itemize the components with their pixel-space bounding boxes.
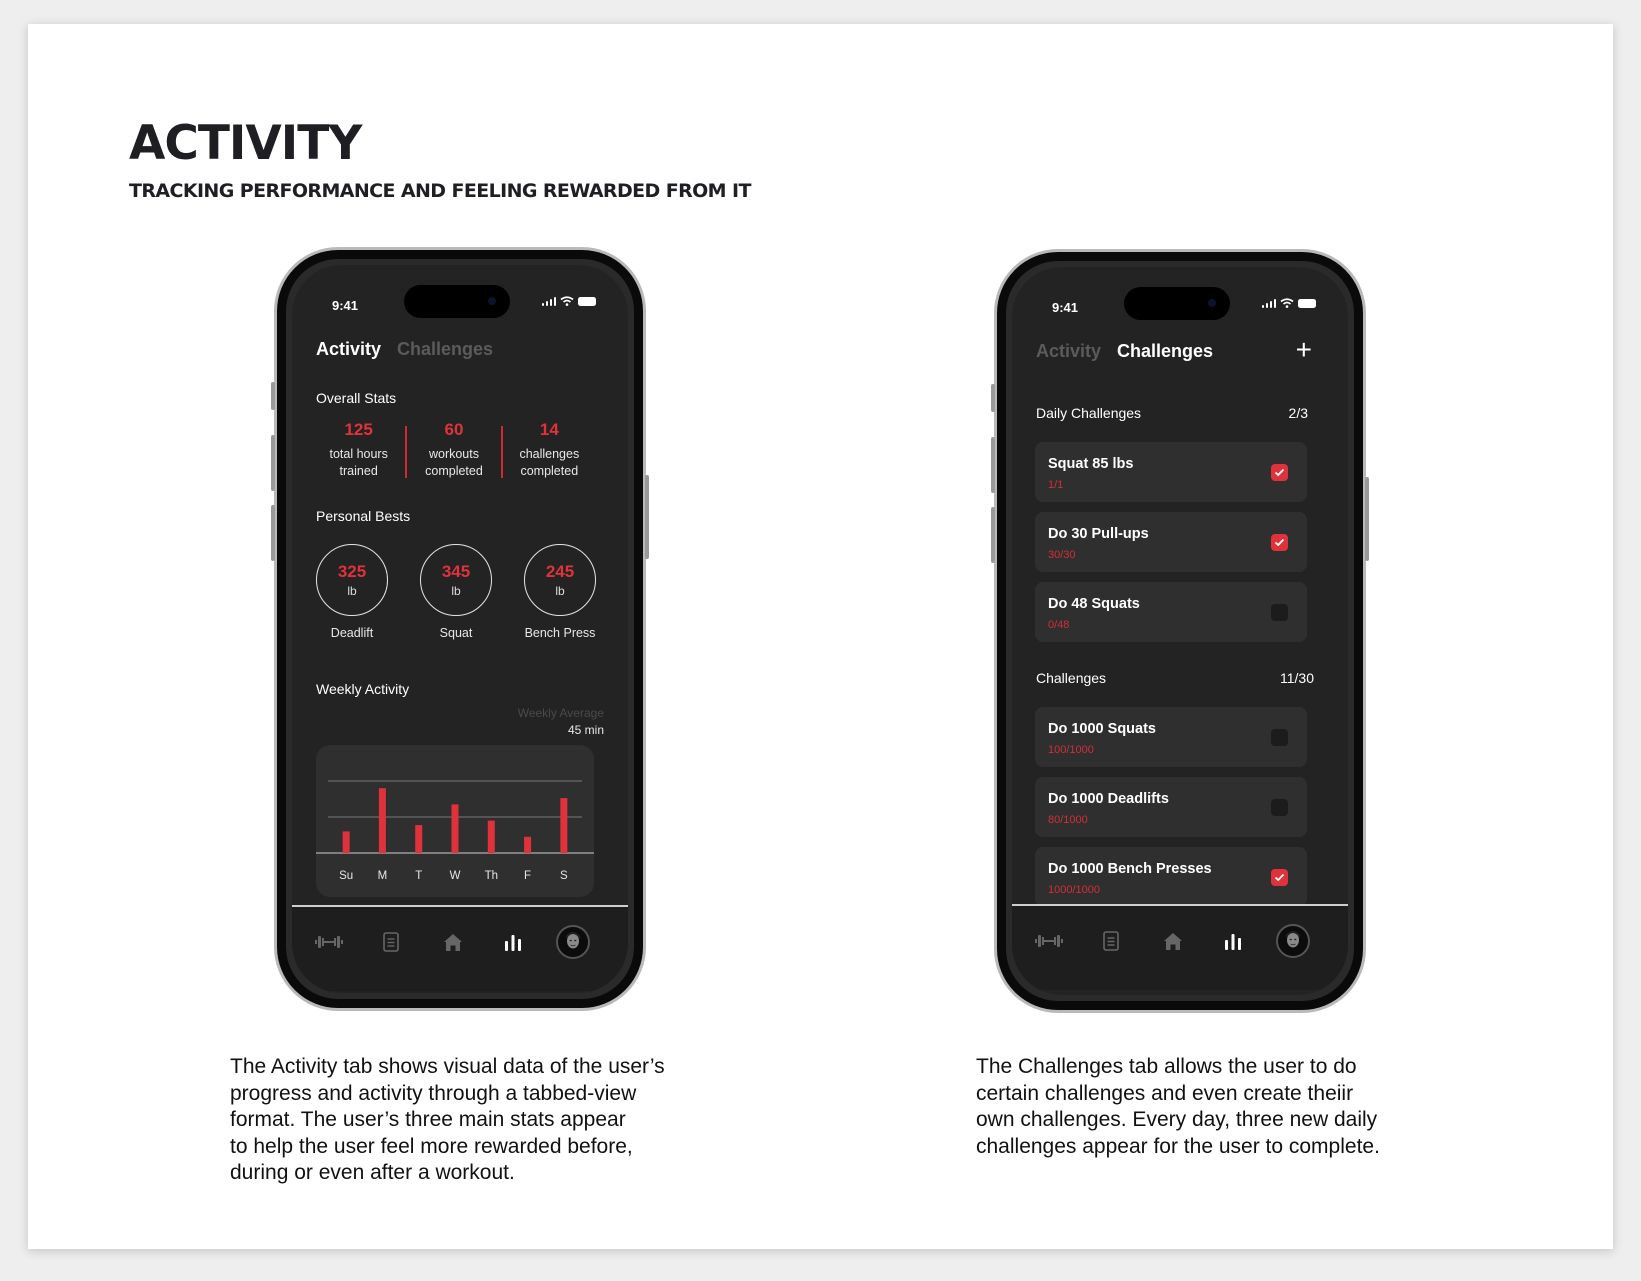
camera-dot bbox=[1208, 299, 1216, 307]
nav-notes[interactable] bbox=[366, 917, 416, 967]
challenges-phone bbox=[994, 249, 1366, 1013]
nav-workouts[interactable] bbox=[304, 917, 354, 967]
home-icon bbox=[443, 933, 463, 952]
x-tick-label: F bbox=[524, 870, 532, 882]
page-subtitle: TRACKING PERFORMANCE AND FEELING REWARDED FROM IT bbox=[129, 180, 751, 202]
challenges-header bbox=[1036, 670, 1314, 686]
weekly-activity-label: Weekly Activity bbox=[316, 681, 410, 697]
phone-side-button bbox=[991, 384, 995, 412]
dynamic-island bbox=[1124, 287, 1230, 320]
challenge-card[interactable] bbox=[1035, 707, 1307, 767]
nav-activity[interactable] bbox=[488, 917, 538, 967]
bar-T bbox=[415, 825, 422, 853]
x-tick-label: Th bbox=[484, 870, 498, 882]
pb-unit: lb bbox=[347, 584, 357, 598]
tab-bar bbox=[1036, 341, 1213, 362]
status-icons bbox=[542, 296, 597, 306]
challenge-progress: 30/30 bbox=[1048, 549, 1076, 561]
challenge-progress: 100/1000 bbox=[1048, 744, 1094, 756]
bar-Th bbox=[488, 821, 495, 853]
stat-challenges bbox=[503, 420, 596, 480]
stat-label: total hours trained bbox=[329, 447, 388, 478]
phone-volume-down bbox=[991, 507, 995, 563]
bar-Su bbox=[343, 831, 350, 853]
tab-bar bbox=[316, 339, 493, 360]
bar-W bbox=[452, 804, 459, 853]
pb-circle bbox=[524, 544, 596, 616]
stat-label: challenges completed bbox=[519, 447, 580, 478]
notes-icon bbox=[383, 932, 399, 952]
caption-line: progress and activity through a tabbed-view bbox=[230, 1081, 637, 1105]
daily-challenges-count: 2/3 bbox=[1288, 405, 1308, 421]
tab-activity[interactable]: Activity bbox=[316, 339, 382, 359]
status-icons bbox=[1262, 298, 1317, 308]
signal-icon bbox=[1262, 298, 1277, 308]
caption-line: own challenges. Every day, three new daily bbox=[976, 1108, 1378, 1131]
nav-notes[interactable] bbox=[1086, 916, 1136, 966]
challenge-progress: 1/1 bbox=[1048, 479, 1064, 491]
bar-F bbox=[524, 837, 531, 853]
battery-icon bbox=[578, 297, 596, 306]
check-icon bbox=[1274, 538, 1285, 547]
overall-stats bbox=[312, 420, 596, 480]
challenge-card[interactable] bbox=[1035, 847, 1307, 907]
challenge-title: Do 1000 Squats bbox=[1048, 721, 1156, 737]
challenge-title: Do 48 Squats bbox=[1048, 596, 1140, 612]
wifi-icon bbox=[560, 296, 574, 306]
pb-unit: lb bbox=[555, 584, 565, 598]
challenge-checkbox[interactable] bbox=[1271, 464, 1288, 481]
caption-line: The Activity tab shows visual data of the user’s bbox=[230, 1055, 665, 1078]
phone-volume-down bbox=[271, 505, 275, 561]
x-tick-label: T bbox=[415, 870, 423, 882]
challenge-title: Do 1000 Deadlifts bbox=[1048, 791, 1169, 807]
nav-workouts[interactable] bbox=[1024, 916, 1074, 966]
nav-profile[interactable] bbox=[548, 917, 598, 967]
pb-name: Squat bbox=[439, 626, 473, 640]
pb-circle bbox=[316, 544, 388, 616]
signal-icon bbox=[542, 296, 557, 306]
nav-home[interactable] bbox=[428, 917, 478, 967]
bar-chart-icon bbox=[504, 933, 522, 951]
caption-line: format. The user’s three main stats appear bbox=[230, 1108, 626, 1131]
challenge-progress: 80/1000 bbox=[1048, 814, 1088, 826]
weekly-activity-chart bbox=[316, 745, 594, 897]
stat-label: workouts completed bbox=[425, 447, 483, 478]
stat-value: 14 bbox=[539, 420, 559, 439]
check-icon bbox=[1274, 873, 1285, 882]
weekly-average bbox=[518, 705, 604, 739]
challenges-count: 11/30 bbox=[1280, 670, 1314, 686]
dumbbell-icon bbox=[314, 933, 344, 951]
activity-caption bbox=[230, 1054, 665, 1187]
nav-home[interactable] bbox=[1148, 916, 1198, 966]
tab-activity[interactable]: Activity bbox=[1036, 341, 1102, 361]
challenge-card[interactable] bbox=[1035, 442, 1307, 502]
activity-phone bbox=[274, 247, 646, 1011]
pb-name: Bench Press bbox=[524, 626, 596, 640]
caption-line: challenges appear for the user to complete. bbox=[976, 1134, 1380, 1158]
dumbbell-icon bbox=[1034, 932, 1064, 950]
challenge-checkbox[interactable] bbox=[1271, 869, 1288, 886]
phone-volume-up bbox=[991, 437, 995, 493]
challenge-card[interactable] bbox=[1035, 512, 1307, 572]
pb-squat[interactable] bbox=[420, 544, 492, 640]
stat-value: 60 bbox=[444, 420, 464, 439]
bottom-nav bbox=[1012, 904, 1348, 990]
challenge-title: Do 30 Pull-ups bbox=[1048, 526, 1149, 542]
stat-value: 125 bbox=[344, 420, 373, 439]
challenge-title: Squat 85 lbs bbox=[1048, 456, 1134, 472]
challenge-card[interactable] bbox=[1035, 777, 1307, 837]
x-tick-label: S bbox=[560, 870, 568, 882]
page-title: ACTIVITY bbox=[129, 116, 362, 171]
x-tick-label: Su bbox=[339, 870, 354, 882]
x-tick-label: M bbox=[377, 870, 388, 882]
phone-side-button bbox=[271, 382, 275, 410]
challenge-progress: 1000/1000 bbox=[1048, 884, 1100, 896]
pb-circle bbox=[420, 544, 492, 616]
home-icon bbox=[1163, 932, 1183, 951]
phone-power-button bbox=[645, 475, 649, 559]
wifi-icon bbox=[1280, 298, 1294, 308]
challenge-checkbox[interactable] bbox=[1271, 604, 1288, 621]
profile-avatar bbox=[1276, 924, 1310, 958]
challenge-checkbox[interactable] bbox=[1271, 729, 1288, 746]
bar-S bbox=[560, 798, 567, 853]
stat-workouts bbox=[407, 420, 500, 480]
camera-dot bbox=[488, 297, 496, 305]
pb-value: 245 bbox=[545, 562, 575, 581]
caption-line: during or even after a workout. bbox=[230, 1161, 515, 1184]
dynamic-island bbox=[404, 285, 510, 318]
bottom-nav bbox=[292, 905, 628, 991]
weekly-chart-svg bbox=[316, 745, 594, 897]
daily-challenges-header bbox=[1036, 405, 1308, 421]
challenge-checkbox[interactable] bbox=[1271, 799, 1288, 816]
challenge-card[interactable] bbox=[1035, 582, 1307, 642]
pb-unit: lb bbox=[451, 584, 461, 598]
challenges-screen bbox=[1012, 267, 1348, 995]
face-icon bbox=[1282, 930, 1304, 952]
weekly-average-label: Weekly Average bbox=[517, 706, 604, 720]
pb-deadlift[interactable] bbox=[316, 544, 388, 640]
profile-avatar bbox=[556, 925, 590, 959]
nav-profile[interactable] bbox=[1268, 916, 1318, 966]
challenges-label: Challenges bbox=[1036, 670, 1107, 686]
weekly-average-value: 45 min bbox=[567, 723, 604, 737]
pb-name: Deadlift bbox=[330, 626, 374, 640]
x-tick-label: W bbox=[449, 870, 461, 882]
bar-M bbox=[379, 788, 386, 853]
stat-total-hours bbox=[312, 420, 405, 480]
challenge-checkbox[interactable] bbox=[1271, 534, 1288, 551]
caption-line: certain challenges and even create theiir bbox=[976, 1081, 1354, 1105]
overall-stats-label: Overall Stats bbox=[316, 390, 397, 406]
status-time: 9:41 bbox=[1052, 300, 1079, 315]
presentation-sheet bbox=[28, 24, 1613, 1249]
add-challenge-button[interactable]: + bbox=[1295, 334, 1312, 365]
phone-volume-up bbox=[271, 435, 275, 491]
tab-challenges[interactable]: Challenges bbox=[397, 339, 494, 359]
check-icon bbox=[1274, 468, 1285, 477]
activity-screen bbox=[292, 265, 628, 993]
bar-chart-icon bbox=[1224, 932, 1242, 950]
daily-challenges-label: Daily Challenges bbox=[1036, 405, 1142, 421]
personal-bests-label: Personal Bests bbox=[316, 508, 411, 524]
challenges-caption bbox=[976, 1054, 1380, 1160]
caption-line: The Challenges tab allows the user to do bbox=[976, 1055, 1357, 1078]
personal-bests bbox=[316, 544, 596, 640]
face-icon bbox=[562, 931, 584, 953]
challenge-title: Do 1000 Bench Presses bbox=[1048, 861, 1212, 877]
phone-power-button bbox=[1365, 477, 1369, 561]
notes-icon bbox=[1103, 931, 1119, 951]
tab-challenges[interactable]: Challenges bbox=[1117, 341, 1214, 361]
challenge-progress: 0/48 bbox=[1048, 619, 1070, 631]
caption-line: to help the user feel more rewarded before, bbox=[230, 1134, 633, 1158]
battery-icon bbox=[1298, 299, 1316, 308]
pb-bench-press[interactable] bbox=[524, 544, 596, 640]
status-time: 9:41 bbox=[332, 298, 359, 313]
pb-value: 325 bbox=[337, 562, 367, 581]
pb-value: 345 bbox=[441, 562, 471, 581]
nav-activity[interactable] bbox=[1208, 916, 1258, 966]
